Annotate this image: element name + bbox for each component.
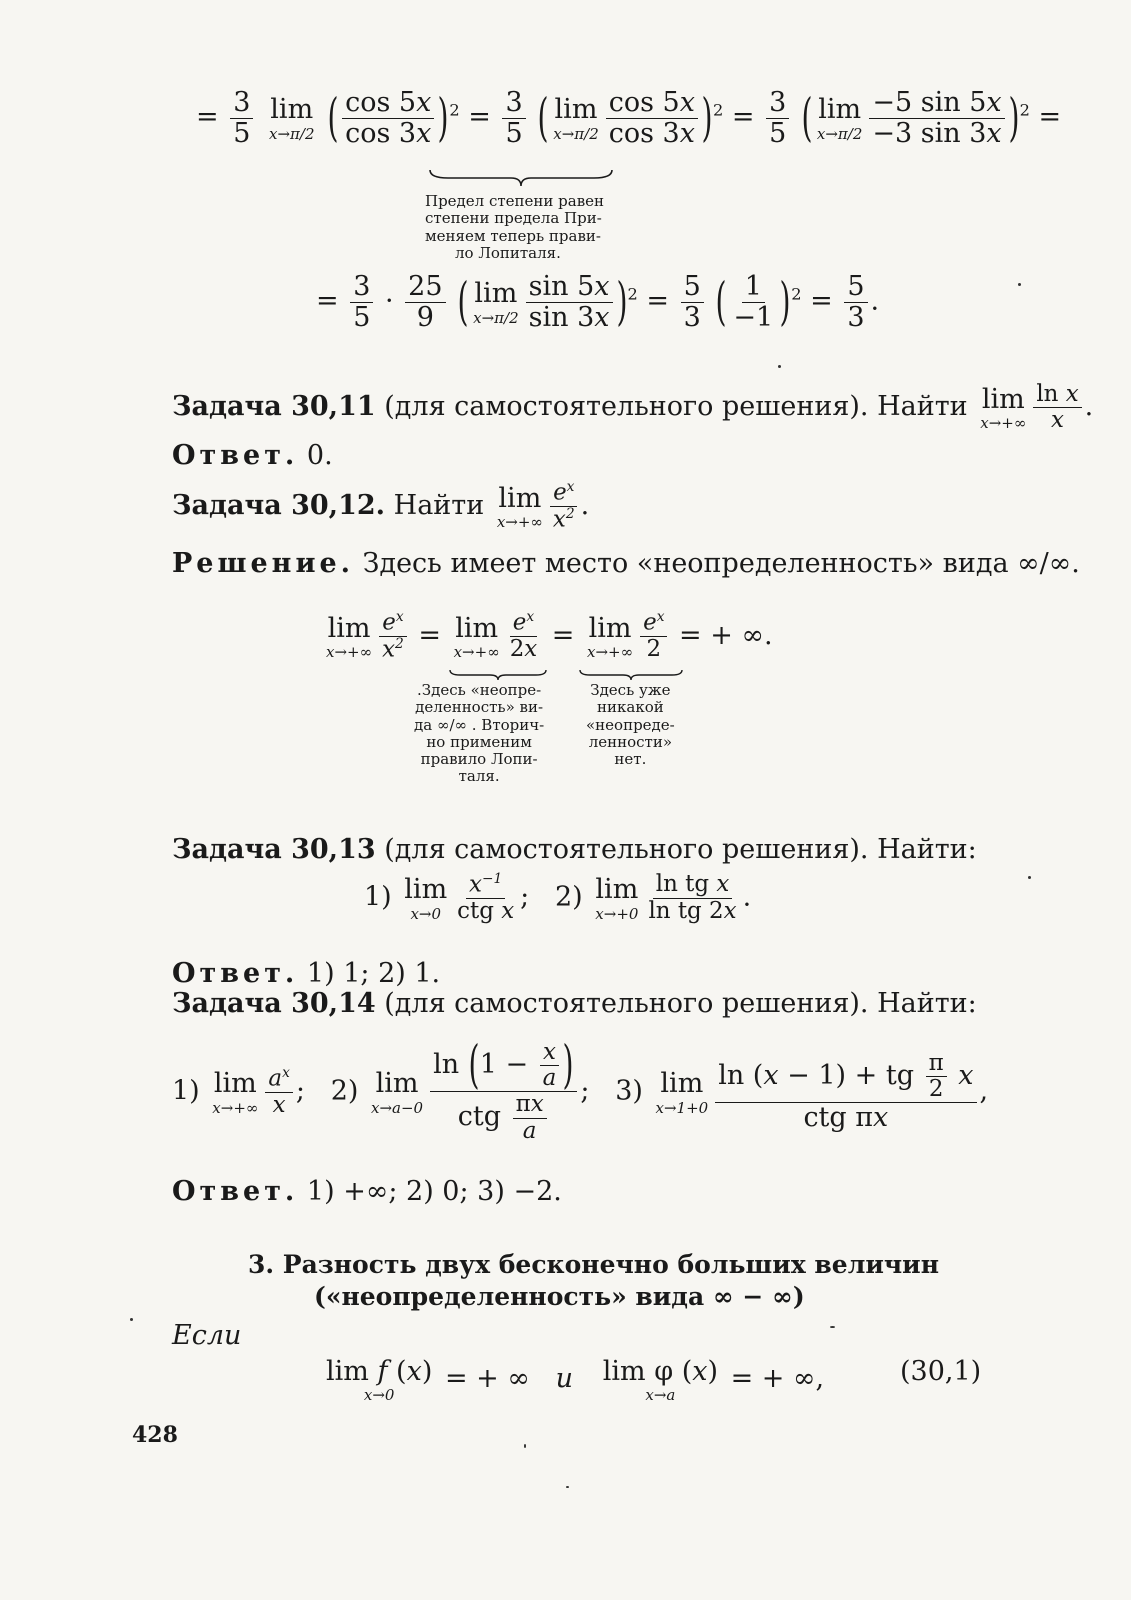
answer-30-14: Ответ. 1) +∞; 2) 0; 3) −2. bbox=[172, 1176, 562, 1207]
note-inf-over-inf: .Здесь «неопре- деленность» ви- да ∞/∞ . Вторич- но применим правило Лопи- таля. bbox=[414, 681, 545, 786]
equation-30-1: lim f (x) x→0 = + ∞ и lim φ (x) x→a = + ∞, bbox=[326, 1356, 825, 1405]
solution-30-12: Решение. Здесь имеет место «неопределенность» вида ∞/∞. bbox=[172, 548, 1080, 579]
equation-line-1: = $\frac{3}{5}$ lim x→π/2 ( $\frac{\cos 5x}{\cos 3x}$ )$^2$ = $\frac{3}{5}$ ( lim x→π/2 $\frac{\cos 5x}{\cos 3x}$ )$^2$ = $\frac{3}{5}$ ( lim x→π/2 $\frac{-5 \sin 5x}{-3 \sin 3x}$ )$^2$ = bbox=[196, 87, 1062, 149]
equation-30-14: 1) lim x→+∞ $\frac{a^x}{x}$ ; 2) lim x→a−0 ln (1 − $\frac{x}{a}$ ) ctg $\frac{\pi x}{a}$ ; 3) lim x→1+0 ln (x − 1) + tg $\frac{\pi}{2}$ x ctg πx , bbox=[172, 1035, 989, 1144]
scan-speck bbox=[566, 1486, 569, 1488]
problem-label: Задача 30,11 bbox=[172, 391, 376, 423]
scan-speck bbox=[1028, 876, 1031, 879]
note-lhopital-power: Предел степени равен степени предела При- меняем теперь прави- ло Лопиталя. bbox=[425, 192, 605, 262]
problem-30-12: Задача 30,12. Найти lim x→+∞ $\frac{e^x}{x^2}$ . bbox=[172, 479, 590, 533]
equation-lhopital-chain: lim x→+∞ $\frac{e^x}{x^2}$ = lim x→+∞ $\frac{e^x}{2x}$ = lim x→+∞ $\frac{e^x}{2}$ = + ∞. bbox=[326, 609, 773, 663]
underbrace-2 bbox=[448, 668, 548, 682]
scan-speck bbox=[778, 365, 781, 368]
problem-30-13: Задача 30,13 (для самостоятельного решения). Найти: bbox=[172, 834, 977, 865]
section-title-line-2: («неопределенность» вида ∞ − ∞) bbox=[314, 1282, 805, 1311]
page-number: 428 bbox=[132, 1422, 178, 1448]
problem-30-14: Задача 30,14 (для самостоятельного решения). Найти: bbox=[172, 988, 977, 1019]
problem-30-11: Задача 30,11 (для самостоятельного решения). Найти lim x→+∞ $\frac{\text{ln x}}{x}$ . bbox=[172, 381, 1094, 434]
equation-line-2: = $\frac{3}{5}$ · $\frac{25}{9}$ ( lim x→π/2 $\frac{\sin 5x}{\sin 3x}$ )$^2$ = $\frac{5}{3}$ ( $\frac{1}{-1}$ )$^2$ = $\frac{5}{3}$ . bbox=[316, 271, 880, 333]
problem-text: (для самостоятельного решения). Найти bbox=[375, 391, 977, 423]
note-no-indeterminacy: Здесь уже никакой «неопреде- ленности» нет. bbox=[586, 681, 675, 768]
scan-speck bbox=[130, 1318, 133, 1321]
scan-speck bbox=[524, 1444, 526, 1448]
equation-number: (30,1) bbox=[900, 1356, 982, 1387]
underbrace-1 bbox=[428, 168, 614, 188]
equation-30-13: 1) lim x→0 $\frac{x^{-1}}{\text{ctg x}}$ ; 2) lim x→+0 $\frac{\text{ln tg x}}{\text{ln tg 2x}}$ . bbox=[364, 871, 752, 924]
answer-30-13: Ответ. 1) 1; 2) 1. bbox=[172, 958, 441, 989]
section-title-line-1: 3. Разность двух бесконечно больших величин bbox=[248, 1250, 940, 1279]
if-word: Если bbox=[172, 1320, 242, 1351]
answer-30-11: Ответ. 0. bbox=[172, 440, 333, 471]
scan-speck bbox=[830, 1326, 835, 1328]
underbrace-3 bbox=[578, 668, 684, 682]
scan-speck bbox=[1018, 283, 1021, 286]
